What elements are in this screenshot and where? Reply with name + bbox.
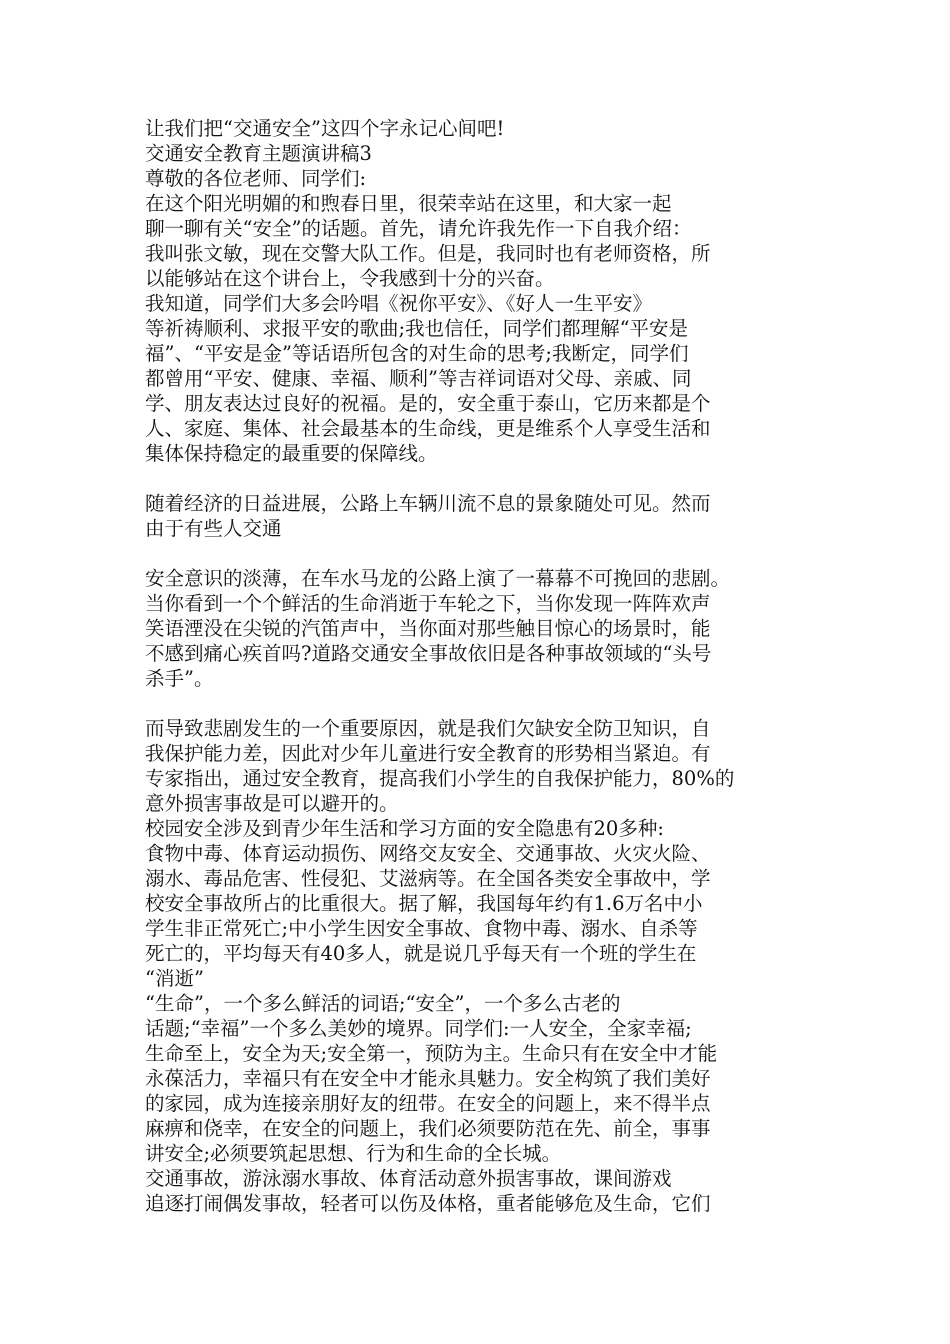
text-line: 学生非正常死亡;中小学生因安全事故、食物中毒、溺水、自杀等 <box>145 917 698 940</box>
text-line: 我保护能力差，因此对少年儿童进行安全教育的形势相当紧迫。有 <box>145 742 711 765</box>
text-line: 当你看到一个个鲜活的生命消逝于车轮之下，当你发现一阵阵欢声 <box>145 592 711 615</box>
text-line: 杀手”。 <box>145 667 214 690</box>
text-line: 交通事故，游泳溺水事故、体育活动意外损害事故，课间游戏 <box>145 1167 672 1190</box>
text-line: 人、家庭、集体、社会最基本的生命线，更是维系个人享受生活和 <box>145 417 711 440</box>
text-line: 话题;“幸福”一个多么美妙的境界。同学们:一人安全，全家幸福; <box>145 1017 692 1040</box>
text-line: 溺水、毒品危害、性侵犯、艾滋病等。在全国各类安全事故中，学 <box>145 867 711 890</box>
text-line: 校安全事故所占的比重很大。据了解，我国每年约有1.6万名中小 <box>145 892 703 915</box>
text-line: 追逐打闹偶发事故，轻者可以伤及体格，重者能够危及生命，它们 <box>145 1192 711 1215</box>
text-line: 生命至上，安全为天;安全第一，预防为主。生命只有在安全中才能 <box>145 1042 718 1065</box>
text-line: 随着经济的日益进展，公路上车辆川流不息的景象随处可见。然而 <box>145 492 711 515</box>
text-line: 让我们把“交通安全”这四个字永记心间吧! <box>145 117 505 140</box>
text-line: 都曾用“平安、健康、幸福、顺利”等吉祥词语对父母、亲戚、同 <box>145 367 692 390</box>
text-line: 专家指出，通过安全教育，提高我们小学生的自我保护能力，80%的 <box>145 767 735 790</box>
text-line: 死亡的，平均每天有40多人，就是说几乎每天有一个班的学生在 <box>145 942 697 965</box>
text-line: 由于有些人交通 <box>145 517 282 540</box>
text-line: 以能够站在这个讲台上，令我感到十分的兴奋。 <box>145 267 555 290</box>
text-line: 聊一聊有关“安全”的话题。首先，请允许我先作一下自我介绍： <box>145 217 692 240</box>
text-line: 的家园，成为连接亲朋好友的纽带。在安全的问题上，来不得半点 <box>145 1092 711 1115</box>
document-body <box>145 116 825 1216</box>
text-line: 学、朋友表达过良好的祝福。是的，安全重于泰山，它历来都是个 <box>145 392 711 415</box>
text-line: “消逝” <box>145 967 204 990</box>
blank-line <box>145 466 825 491</box>
text-line: 永葆活力，幸福只有在安全中才能永具魅力。安全构筑了我们美好 <box>145 1067 711 1090</box>
text-line: 校园安全涉及到青少年生活和学习方面的安全隐患有20多种: <box>145 817 664 840</box>
text-line: 讲安全;必须要筑起思想、行为和生命的全长城。 <box>145 1142 562 1165</box>
text-line: 麻痹和侥幸，在安全的问题上，我们必须要防范在先、前全，事事 <box>145 1117 711 1140</box>
text-line: 我叫张文敏，现在交警大队工作。但是，我同时也有老师资格，所 <box>145 242 711 265</box>
text-line: 不感到痛心疾首吗?道路交通安全事故依旧是各种事故领域的“头号 <box>145 642 712 665</box>
text-line: 尊敬的各位老师、同学们: <box>145 167 367 190</box>
blank-line <box>145 691 825 716</box>
text-line: 交通安全教育主题演讲稿3 <box>145 142 372 165</box>
text-line: 在这个阳光明媚的和煦春日里，很荣幸站在这里，和大家一起 <box>145 192 672 215</box>
text-line: 安全意识的淡薄，在车水马龙的公路上演了一幕幕不可挽回的悲剧。 <box>145 567 731 590</box>
text-line: 福”、“平安是金”等话语所包含的对生命的思考;我断定，同学们 <box>145 342 689 365</box>
text-line: 而导致悲剧发生的一个重要原因，就是我们欠缺安全防卫知识，自 <box>145 717 711 740</box>
blank-line <box>145 541 825 566</box>
text-line: 笑语湮没在尖锐的汽笛声中，当你面对那些触目惊心的场景时，能 <box>145 617 711 640</box>
text-line: 意外损害事故是可以避开的。 <box>145 792 399 815</box>
text-line: 等祈祷顺利、求报平安的歌曲;我也信任，同学们都理解“平安是 <box>145 317 689 340</box>
text-line: 我知道，同学们大多会吟唱《祝你平安》、《好人一生平安》 <box>145 292 653 315</box>
text-line: 食物中毒、体育运动损伤、网络交友安全、交通事故、火灾火险、 <box>145 842 711 865</box>
text-line: “生命”，一个多么鲜活的词语;“安全”，一个多么古老的 <box>145 992 621 1015</box>
text-line: 集体保持稳定的最重要的保障线。 <box>145 442 438 465</box>
